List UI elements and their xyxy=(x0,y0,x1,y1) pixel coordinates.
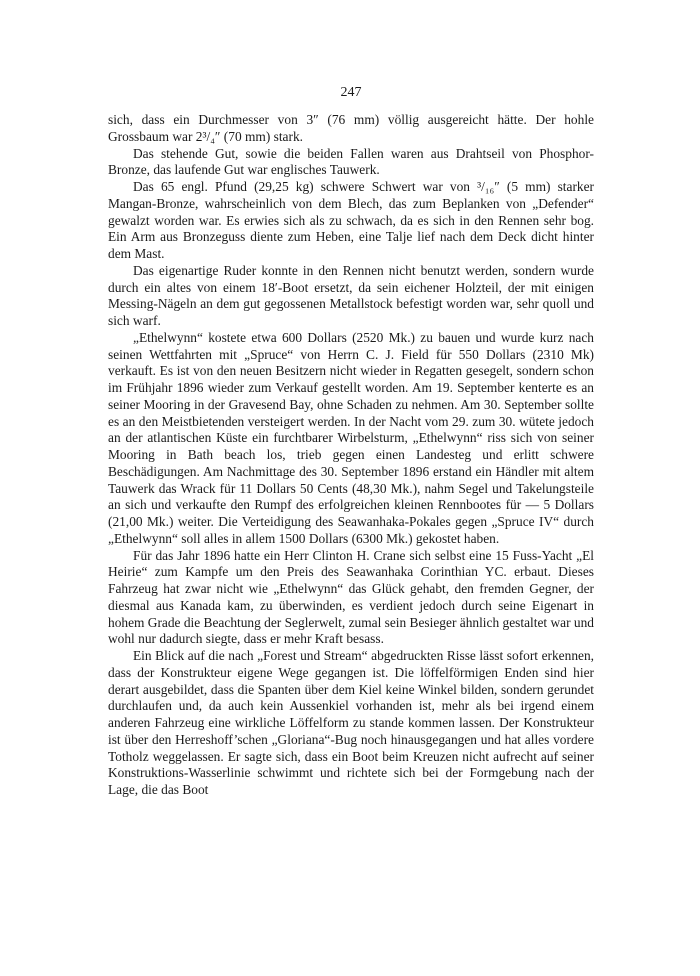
paragraph: Ein Blick auf die nach „Forest und Stream“ abgedruckten Risse lässt sofort erkennen, dass der Konstrukteur eigene Wege gegangen ist. Die löffelförmigen Enden sind hier derart ausgebildet, dass die Spanten über dem Kiel keine Winkel bilden, sondern gerundet durchlaufen und, da auch kein Aussenkiel vorhanden ist, mehr als bei irgend einem anderen Fahrzeug eine wirkliche Löffelform zu stande kommen lassen. Der Konstrukteur ist über den Herreshoff’schen „Gloriana“-Bug noch hinausgegangen und hat alles vordere Totholz weggelassen. Er sagte sich, dass ein Boot beim Kreuzen nicht aufrecht auf seiner Konstruktions-Wasserlinie schwimmt und richtete sich bei der Formgebung nach der Lage, die das Boot xyxy=(108,648,594,797)
paragraph: Das stehende Gut, sowie die beiden Fallen waren aus Drahtseil von Phosphor-Bronze, das laufende Gut war englisches Tauwerk. xyxy=(108,145,594,178)
paragraph: Für das Jahr 1896 hatte ein Herr Clinton H. Crane sich selbst eine 15 Fuss-Yacht „El Heirie“ zum Kampfe um den Preis des Seawanhaka Corinthian YC. erbaut. Dieses Fahrzeug hat zwar nicht wie „Ethelwynn“ das Glück gehabt, den fremden Gegner, der diesmal aus Kanada kam, zu überwinden, es verdient jedoch durch seine Eigenart in hohem Grade die Beachtung der Seglerwelt, zumal sein Besieger ähnlich gestaltet war und wohl nur dadurch siegte, dass er mehr Kraft besass. xyxy=(108,547,594,647)
body-text xyxy=(108,112,594,799)
paragraph: Das eigenartige Ruder konnte in den Rennen nicht benutzt werden, sondern wurde durch ein altes von einem 18′-Boot ersetzt, da sein eichener Holzteil, der mit einigen Messing-Nägeln an dem gut gegossenen Metallstock befestigt worden war, sehr quoll und sich warf. xyxy=(108,262,594,328)
paragraph: Das 65 engl. Pfund (29,25 kg) schwere Schwert war von ³/₁₆″ (5 mm) starker Mangan-Bronze, wahrscheinlich von dem Blech, das zum Beplanken von „Defender“ gewalzt worden war. Es erwies sich als zu schwach, da es sich in den Rennen sehr bog. Ein Arm aus Bronzeguss diente zum Heben, eine Talje lief nach dem Deck dicht hinter dem Mast. xyxy=(108,179,594,261)
paragraph: sich, dass ein Durchmesser von 3″ (76 mm) völlig ausgereicht hätte. Der hohle Grossbaum war 2³/₄″ (70 mm) stark. xyxy=(108,112,594,144)
book-page xyxy=(108,84,594,799)
paragraph: „Ethelwynn“ kostete etwa 600 Dollars (2520 Mk.) zu bauen und wurde kurz nach seinen Wettfahrten mit „Spruce“ von Herrn C. J. Field für 550 Dollars (2310 Mk) verkauft. Es ist von den neuen Besitzern nicht wieder in Regatten gesegelt, sondern schon im Frühjahr 1896 wieder zum Verkauf gestellt worden. Am 19. September kenterte es an seiner Mooring in der Gravesend Bay, ohne Schaden zu nehmen. Am 30. September sollte es an den Meistbietenden versteigert werden. In der Nacht vom 29. zum 30. wütete jedoch an der atlantischen Küste ein furchtbarer Wirbelsturm, „Ethelwynn“ riss sich von seiner Mooring in Bath beach los, trieb gegen einen Landesteg und erlitt schwere Beschädigungen. Am Nachmittage des 30. September 1896 erstand ein Händler mit altem Tauwerk das Wrack für 11 Dollars 50 Cents (48,30 Mk.), nahm Segel und Takelungsteile an sich und verkaufte den Rumpf des erfolgreichen kleinen Rennbootes für — 5 Dollars (21,00 Mk.) weiter. Die Verteidigung des Seawanhaka-Pokales gegen „Spruce IV“ durch „Ethelwynn“ soll alles in allem 1500 Dollars (6300 Mk.) gekostet haben. xyxy=(108,329,594,546)
page-number: 247 xyxy=(340,85,362,100)
